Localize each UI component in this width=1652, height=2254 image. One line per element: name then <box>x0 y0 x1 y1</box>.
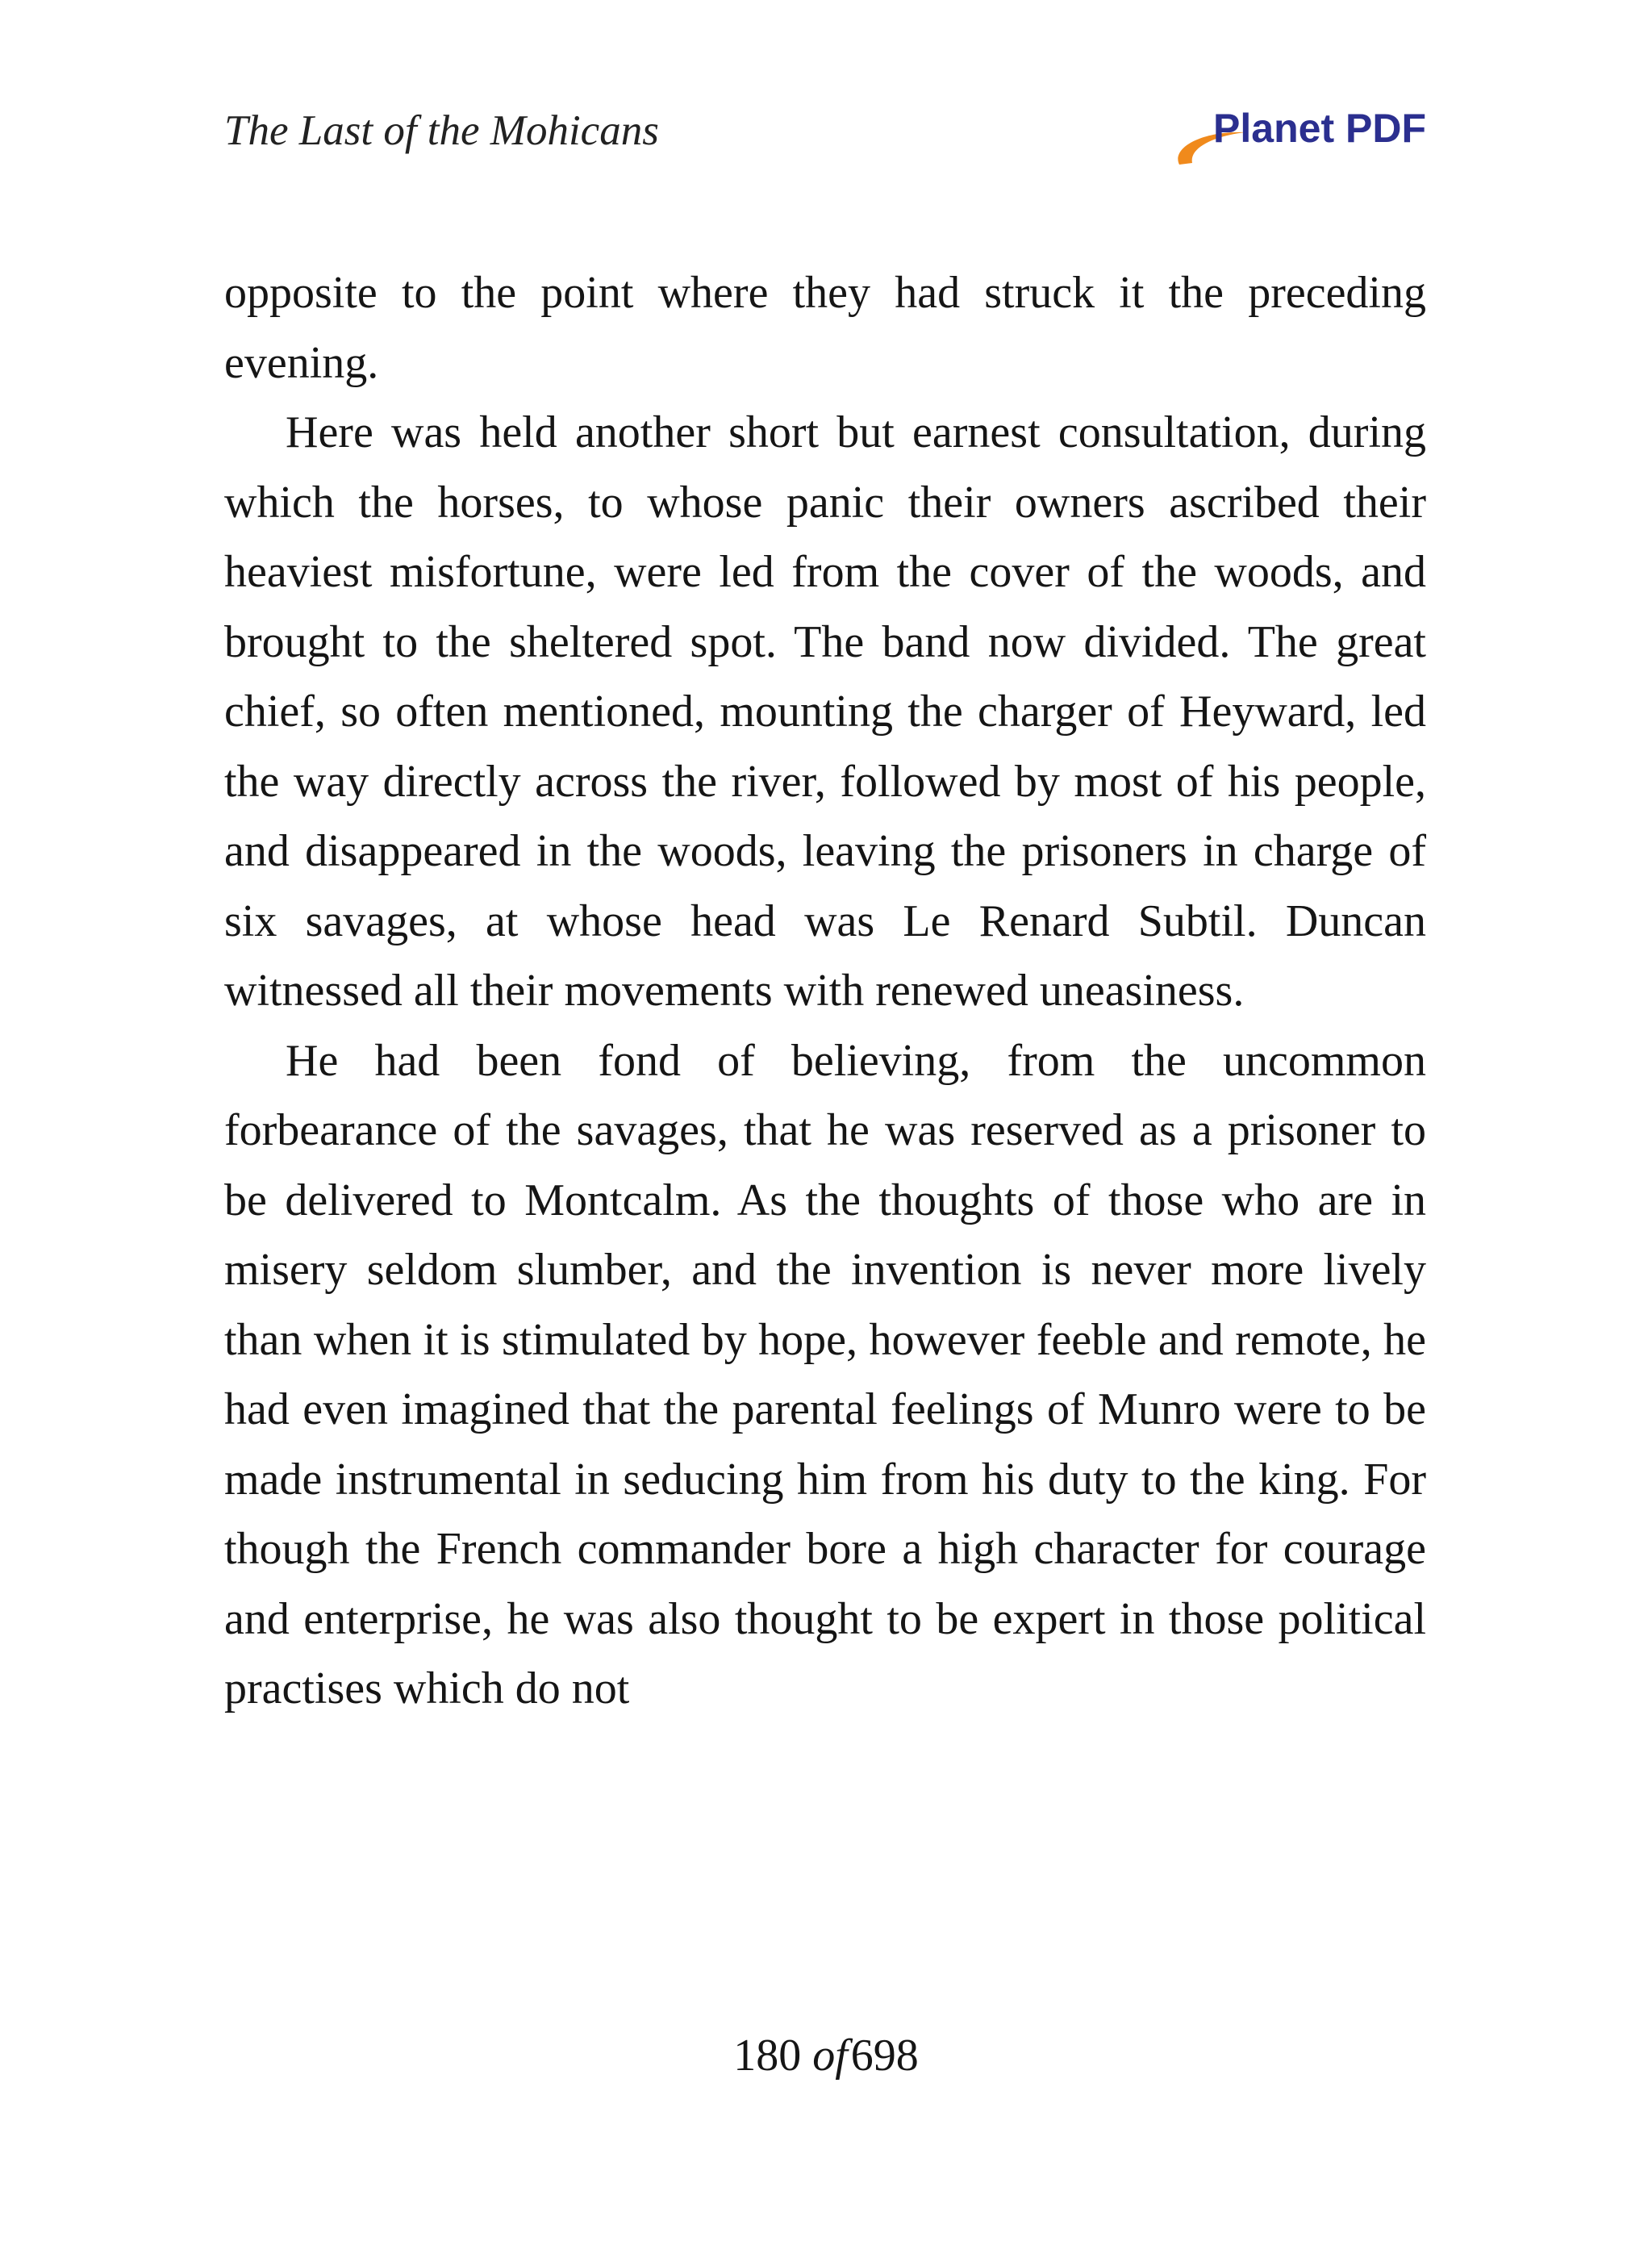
paragraph-continued: opposite to the point where they had struck it the preceding evening. <box>224 268 1426 388</box>
paragraph: Here was held another short but earnest consultation, during which the horses, to whose panic their owners ascribed their heaviest misfortune, were led from the cover of the woods, and brought to the sheltered spot. The band now divided. The great chief, so often mentioned, mounting the charger of Heyward, led the way directly across the river, followed by most of his people, and disappeared in the woods, leaving the prisoners in charge of six savages, at whose head was Le Renard Subtil. Duncan witnessed all their movements with renewed uneasiness. <box>224 407 1426 1016</box>
paragraph: He had been fond of believing, from the uncommon forbearance of the savages, that he was reserved as a prisoner to be delivered to Montcalm. As the thoughts of those who are in misery seldom slumber, and the invention is never more lively than when it is stimulated by hope, however feeble and remote, he had even imagined that the parental feelings of Munro were to be made instrumental in seducing him from his duty to the king. For though the French commander bore a high character for courage and enterprise, he was also thought to be expert in those political practises which do not <box>224 1035 1426 1713</box>
total-pages: 698 <box>850 2031 919 2081</box>
page-number: 180 <box>733 2031 802 2081</box>
page-body <box>224 258 1426 1724</box>
page-header <box>224 103 1426 168</box>
planet-pdf-logo <box>1168 103 1426 168</box>
page-footer <box>0 2031 1652 2081</box>
book-title: The Last of the Mohicans <box>224 107 659 154</box>
page-of-word: of <box>812 2031 848 2081</box>
logo-text: Planet PDF <box>1213 106 1426 151</box>
